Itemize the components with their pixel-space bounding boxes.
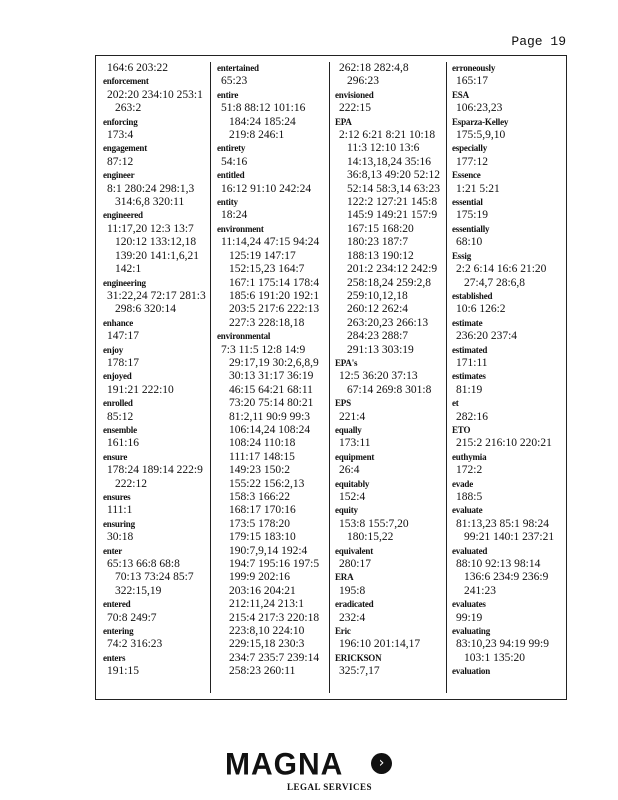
index-word: Eric bbox=[335, 626, 351, 637]
page-line-reference: 184:24 185:24 bbox=[229, 115, 296, 128]
page-line-reference: 199:9 202:16 bbox=[229, 571, 291, 584]
index-word: ESA bbox=[452, 89, 469, 100]
index-entry bbox=[217, 89, 325, 143]
index-entry bbox=[335, 652, 443, 679]
page-line-reference: 258:23 260:11 bbox=[229, 665, 296, 678]
index-word: evade bbox=[452, 478, 473, 489]
page-line-reference: 31:22,24 72:17 281:3 bbox=[107, 289, 206, 302]
page-line-reference: 167:1 175:14 178:4 bbox=[229, 276, 320, 289]
page-line-reference: 51:8 88:12 101:16 bbox=[221, 102, 306, 115]
index-entry bbox=[103, 625, 209, 652]
index-word: evaluate bbox=[452, 505, 483, 516]
page-line-reference: 122:2 127:21 145:8 bbox=[347, 196, 438, 209]
page-line-reference: 139:20 141:1,6,21 bbox=[115, 249, 200, 262]
page-line-reference: 11:3 12:10 13:6 bbox=[347, 142, 420, 155]
index-entry bbox=[103, 344, 209, 371]
page-line-reference: 185:6 191:20 192:1 bbox=[229, 289, 320, 302]
page-line-reference: 36:8,13 49:20 52:12 bbox=[347, 169, 440, 182]
index-entry bbox=[103, 142, 209, 169]
index-word: enhance bbox=[103, 317, 134, 328]
page-line-reference: 2:12 6:21 8:21 10:18 bbox=[339, 129, 436, 142]
index-entry bbox=[452, 478, 564, 505]
index-word: equipment bbox=[335, 451, 375, 462]
index-word: evaluated bbox=[452, 545, 488, 556]
index-word: engineered bbox=[103, 210, 143, 221]
index-entry bbox=[452, 344, 564, 371]
index-entry bbox=[452, 451, 564, 478]
index-entry bbox=[217, 223, 325, 330]
index-word: entitled bbox=[217, 170, 245, 181]
index-entry bbox=[452, 250, 564, 290]
page-line-reference: 175:19 bbox=[456, 209, 488, 222]
index-entry bbox=[217, 330, 325, 679]
page-line-reference: 7:3 11:5 12:8 14:9 bbox=[221, 343, 306, 356]
index-word: enforcement bbox=[103, 76, 149, 87]
page-line-reference: 85:12 bbox=[107, 410, 134, 423]
index-word: eradicated bbox=[335, 599, 374, 610]
index-word: ensuring bbox=[103, 518, 135, 529]
page-line-reference: 142:1 bbox=[115, 263, 142, 276]
page-line-reference: 191:21 222:10 bbox=[107, 383, 174, 396]
page-line-reference: 201:2 234:12 242:9 bbox=[347, 263, 438, 276]
index-entry bbox=[452, 504, 564, 544]
index-entry bbox=[103, 652, 209, 679]
page-line-reference: 27:4,7 28:6,8 bbox=[464, 276, 526, 289]
index-word: entered bbox=[103, 599, 131, 610]
page-line-reference: 191:15 bbox=[107, 665, 139, 678]
index-word: ensure bbox=[103, 451, 128, 462]
index-word: environmental bbox=[217, 331, 271, 342]
index-word: essential bbox=[452, 197, 483, 208]
index-entry bbox=[335, 478, 443, 505]
page-line-reference: 241:23 bbox=[464, 584, 496, 597]
index-column-1 bbox=[103, 62, 209, 679]
page-line-reference: 188:13 190:12 bbox=[347, 249, 414, 262]
index-entry bbox=[335, 424, 443, 451]
page-line-reference: 232:4 bbox=[339, 611, 366, 624]
page-line-reference: 173:4 bbox=[107, 129, 134, 142]
index-entry bbox=[103, 370, 209, 397]
index-word: estimates bbox=[452, 371, 486, 382]
page-line-reference: 173:11 bbox=[339, 437, 371, 450]
index-word: estimated bbox=[452, 344, 488, 355]
page-line-reference: 180:15,22 bbox=[347, 531, 394, 544]
page-line-reference: 152:4 bbox=[339, 491, 366, 503]
page-line-reference: 259:10,12,18 bbox=[347, 289, 408, 302]
index-entry bbox=[452, 397, 564, 424]
page-line-reference: 223:8,10 224:10 bbox=[229, 625, 305, 638]
page-line-reference: 11:14,24 47:15 94:24 bbox=[221, 236, 320, 249]
page-line-reference: 103:1 135:20 bbox=[464, 651, 526, 664]
page-line-reference: 158:3 166:22 bbox=[229, 491, 291, 503]
index-entry bbox=[103, 397, 209, 424]
index-word: entire bbox=[217, 89, 239, 100]
page-line-reference: 14:13,18,24 35:16 bbox=[347, 155, 432, 168]
index-word: evaluates bbox=[452, 599, 486, 610]
page-line-reference: 212:11,24 213:1 bbox=[229, 598, 304, 611]
page-line-reference: 87:12 bbox=[107, 155, 134, 168]
page-line-reference: 196:10 201:14,17 bbox=[339, 638, 421, 651]
index-word: EPA bbox=[335, 116, 352, 127]
index-entry bbox=[217, 169, 325, 196]
index-entry bbox=[335, 545, 443, 572]
page-line-reference: 263:2 bbox=[115, 102, 142, 115]
index-entry bbox=[452, 169, 564, 196]
page-line-reference: 83:10,23 94:19 99:9 bbox=[456, 638, 549, 651]
page-line-reference: 136:6 234:9 236:9 bbox=[464, 571, 549, 584]
index-entry bbox=[335, 451, 443, 478]
page-line-reference: 168:17 170:16 bbox=[229, 504, 296, 517]
page-line-reference: 120:12 133:12,18 bbox=[115, 236, 197, 249]
index-entry bbox=[217, 62, 325, 89]
page-line-reference: 203:5 217:6 222:13 bbox=[229, 303, 320, 316]
index-word: estimate bbox=[452, 317, 483, 328]
page-line-reference: 106:23,23 bbox=[456, 102, 503, 115]
page-line-reference: 111:1 bbox=[107, 504, 133, 517]
index-entry bbox=[103, 491, 209, 518]
index-word: entering bbox=[103, 626, 134, 637]
page-line-reference: 145:9 149:21 157:9 bbox=[347, 209, 438, 222]
page-line-reference: 81:13,23 85:1 98:24 bbox=[456, 517, 549, 530]
page-line-reference: 322:15,19 bbox=[115, 584, 162, 597]
index-word: equivalent bbox=[335, 545, 374, 556]
page-line-reference: 16:12 91:10 242:24 bbox=[221, 182, 312, 195]
index-entry bbox=[452, 665, 564, 678]
page-line-reference: 263:20,23 266:13 bbox=[347, 316, 429, 329]
index-word: envisioned bbox=[335, 89, 374, 100]
index-entry bbox=[452, 290, 564, 317]
index-word: EPS bbox=[335, 398, 351, 409]
page-line-reference: 167:15 168:20 bbox=[347, 222, 414, 235]
index-entry bbox=[217, 196, 325, 223]
page-line-reference: 26:4 bbox=[339, 464, 360, 477]
index-entry bbox=[335, 397, 443, 424]
index-word: enrolled bbox=[103, 398, 133, 409]
index-entry bbox=[335, 62, 443, 89]
page-line-reference: 262:18 282:4,8 bbox=[339, 62, 409, 74]
page-line-reference: 67:14 269:8 301:8 bbox=[347, 383, 432, 396]
index-entry bbox=[103, 116, 209, 143]
page-line-reference: 258:18,24 259:2,8 bbox=[347, 276, 432, 289]
page-line-reference: 221:4 bbox=[339, 410, 366, 423]
page-line-reference: 229:15,18 230:3 bbox=[229, 638, 305, 651]
index-word: engineer bbox=[103, 170, 135, 181]
page-line-reference: 260:12 262:4 bbox=[347, 303, 409, 316]
page-line-reference: 172:2 bbox=[456, 464, 483, 477]
page-line-reference: 296:23 bbox=[347, 75, 379, 88]
index-word: et bbox=[452, 398, 459, 409]
word-index-frame bbox=[95, 55, 567, 700]
index-word: ETO bbox=[452, 424, 471, 435]
page-line-reference: 280:17 bbox=[339, 558, 371, 571]
page-line-reference: 203:16 204:21 bbox=[229, 584, 296, 597]
page-line-reference: 65:13 66:8 68:8 bbox=[107, 558, 180, 571]
index-word: ERA bbox=[335, 572, 354, 583]
index-word: euthymia bbox=[452, 451, 487, 462]
index-word: entity bbox=[217, 197, 238, 208]
index-entry bbox=[335, 357, 443, 397]
page-line-reference: 164:6 203:22 bbox=[107, 62, 169, 74]
index-entry bbox=[335, 571, 443, 598]
page-line-reference: 29:17,19 30:2,6,8,9 bbox=[229, 356, 319, 369]
index-entry bbox=[103, 62, 209, 75]
page-line-reference: 179:15 183:10 bbox=[229, 531, 296, 544]
index-word: equity bbox=[335, 505, 358, 516]
index-entry bbox=[103, 451, 209, 491]
index-word: ensures bbox=[103, 492, 131, 502]
page-line-reference: 165:17 bbox=[456, 75, 488, 88]
index-entry bbox=[103, 209, 209, 276]
page-line-reference: 70:13 73:24 85:7 bbox=[115, 571, 194, 584]
page-line-reference: 215:4 217:3 220:18 bbox=[229, 611, 320, 624]
page-line-reference: 153:8 155:7,20 bbox=[339, 517, 409, 530]
index-word: evaluating bbox=[452, 626, 491, 637]
magna-logo bbox=[0, 744, 618, 800]
index-word: evaluation bbox=[452, 666, 491, 677]
page-line-reference: 125:19 147:17 bbox=[229, 249, 296, 262]
index-word: Esparza-Kelley bbox=[452, 116, 509, 127]
index-word: engineering bbox=[103, 277, 146, 288]
page-line-reference: 46:15 64:21 68:11 bbox=[229, 383, 313, 396]
index-entry bbox=[103, 75, 209, 115]
index-word: especially bbox=[452, 143, 487, 154]
column-divider bbox=[210, 62, 211, 693]
page-line-reference: 195:8 bbox=[339, 584, 366, 597]
index-entry bbox=[452, 370, 564, 397]
index-entry bbox=[103, 277, 209, 317]
index-word: established bbox=[452, 290, 493, 301]
column-divider bbox=[329, 62, 330, 693]
index-word: environment bbox=[217, 223, 264, 234]
page-line-reference: 234:7 235:7 239:14 bbox=[229, 651, 320, 664]
page-line-reference: 74:2 316:23 bbox=[107, 638, 163, 651]
index-word: enter bbox=[103, 545, 122, 556]
index-entry bbox=[452, 625, 564, 665]
index-entry bbox=[103, 598, 209, 625]
index-entry bbox=[335, 89, 443, 116]
page-line-reference: 10:6 126:2 bbox=[456, 303, 506, 316]
page-line-reference: 52:14 58:3,14 63:23 bbox=[347, 182, 440, 195]
page-line-reference: 298:6 320:14 bbox=[115, 303, 177, 316]
logo-subtitle: LEGAL SERVICES bbox=[287, 782, 372, 792]
index-word: entirety bbox=[217, 143, 246, 154]
page-line-reference: 99:21 140:1 237:21 bbox=[464, 531, 555, 544]
index-entry bbox=[103, 518, 209, 545]
page-line-reference: 108:24 110:18 bbox=[229, 437, 296, 450]
page-line-reference: 8:1 280:24 298:1,3 bbox=[107, 182, 195, 195]
page-line-reference: 18:24 bbox=[221, 209, 248, 222]
page-line-reference: 215:2 216:10 220:21 bbox=[456, 437, 552, 450]
page-line-reference: 190:7,9,14 192:4 bbox=[229, 544, 308, 557]
page-line-reference: 282:16 bbox=[456, 410, 488, 423]
index-entry bbox=[452, 223, 564, 250]
index-entry bbox=[452, 545, 564, 599]
page-line-reference: 314:6,8 320:11 bbox=[115, 196, 185, 209]
page-line-reference: 291:13 303:19 bbox=[347, 343, 414, 356]
page-line-reference: 30:18 bbox=[107, 531, 134, 544]
index-word: essentially bbox=[452, 223, 490, 234]
index-word: engagement bbox=[103, 143, 147, 154]
index-entry bbox=[452, 598, 564, 625]
page-line-reference: 65:23 bbox=[221, 75, 248, 88]
index-word: ensemble bbox=[103, 424, 137, 435]
page-line-reference: 227:3 228:18,18 bbox=[229, 316, 305, 329]
page-line-reference: 106:14,24 108:24 bbox=[229, 423, 311, 436]
index-entry bbox=[103, 545, 209, 599]
page-line-reference: 2:2 6:14 16:6 21:20 bbox=[456, 263, 547, 276]
index-word: entertained bbox=[217, 63, 259, 73]
index-word: EPA's bbox=[335, 357, 358, 368]
index-entry bbox=[452, 424, 564, 451]
index-entry bbox=[103, 424, 209, 451]
index-column-4 bbox=[452, 62, 564, 679]
page-line-reference: 152:15,23 164:7 bbox=[229, 263, 305, 276]
index-word: equally bbox=[335, 424, 362, 435]
index-entry bbox=[335, 116, 443, 357]
index-word: enforcing bbox=[103, 116, 138, 127]
page-line-reference: 202:20 234:10 253:1 bbox=[107, 88, 203, 101]
page-line-reference: 111:17 148:15 bbox=[229, 450, 295, 463]
page-line-reference: 30:13 31:17 36:19 bbox=[229, 370, 314, 383]
page-number: Page 19 bbox=[511, 34, 566, 49]
page-line-reference: 194:7 195:16 197:5 bbox=[229, 558, 320, 571]
page-line-reference: 12:5 36:20 37:13 bbox=[339, 370, 418, 383]
index-word: enters bbox=[103, 652, 126, 663]
page-line-reference: 54:16 bbox=[221, 155, 248, 168]
index-word: Essence bbox=[452, 170, 481, 181]
index-entry bbox=[335, 504, 443, 544]
index-entry bbox=[335, 625, 443, 652]
page-line-reference: 178:17 bbox=[107, 356, 139, 369]
page-line-reference: 188:5 bbox=[456, 491, 483, 503]
page-line-reference: 175:5,9,10 bbox=[456, 129, 506, 142]
page-line-reference: 284:23 288:7 bbox=[347, 330, 409, 343]
page-line-reference: 171:11 bbox=[456, 356, 488, 369]
index-entry bbox=[452, 142, 564, 169]
page-line-reference: 222:12 bbox=[115, 477, 147, 490]
page-line-reference: 219:8 246:1 bbox=[229, 129, 285, 142]
page-line-reference: 236:20 237:4 bbox=[456, 330, 518, 343]
index-column-3 bbox=[335, 62, 443, 679]
page-line-reference: 173:5 178:20 bbox=[229, 517, 291, 530]
page-line-reference: 11:17,20 12:3 13:7 bbox=[107, 222, 194, 235]
index-entry bbox=[452, 116, 564, 143]
page-line-reference: 88:10 92:13 98:14 bbox=[456, 558, 541, 571]
page-line-reference: 70:8 249:7 bbox=[107, 611, 157, 624]
index-entry bbox=[452, 196, 564, 223]
page-line-reference: 81:2,11 90:9 99:3 bbox=[229, 410, 311, 423]
index-word: enjoyed bbox=[103, 371, 132, 382]
page-line-reference: 1:21 5:21 bbox=[456, 182, 500, 195]
index-word: equitably bbox=[335, 478, 370, 489]
index-column-2 bbox=[217, 62, 325, 679]
page-line-reference: 155:22 156:2,13 bbox=[229, 477, 305, 490]
index-word: Essig bbox=[452, 250, 472, 261]
index-entry bbox=[103, 169, 209, 209]
index-entry bbox=[452, 317, 564, 344]
page-line-reference: 68:10 bbox=[456, 236, 483, 249]
page-line-reference: 147:17 bbox=[107, 330, 139, 343]
logo-arrow-icon: › bbox=[371, 753, 392, 774]
index-entry bbox=[335, 598, 443, 625]
page-line-reference: 178:24 189:14 222:9 bbox=[107, 464, 203, 477]
page-line-reference: 81:19 bbox=[456, 383, 483, 396]
index-entry bbox=[103, 317, 209, 344]
index-entry bbox=[217, 142, 325, 169]
column-divider bbox=[446, 62, 447, 693]
index-entry bbox=[452, 62, 564, 89]
page-line-reference: 177:12 bbox=[456, 155, 488, 168]
page-line-reference: 73:20 75:14 80:21 bbox=[229, 397, 314, 410]
page-line-reference: 180:23 187:7 bbox=[347, 236, 409, 249]
page-line-reference: 149:23 150:2 bbox=[229, 464, 291, 477]
index-entry bbox=[452, 89, 564, 116]
index-word: enjoy bbox=[103, 344, 123, 355]
page-line-reference: 325:7,17 bbox=[339, 665, 380, 678]
page-line-reference: 222:15 bbox=[339, 102, 371, 115]
page-line-reference: 99:19 bbox=[456, 611, 483, 624]
index-word: erroneously bbox=[452, 63, 496, 73]
logo-wordmark: MAGNA bbox=[225, 747, 344, 782]
page-line-reference: 161:16 bbox=[107, 437, 139, 450]
index-word: ERICKSON bbox=[335, 652, 382, 663]
